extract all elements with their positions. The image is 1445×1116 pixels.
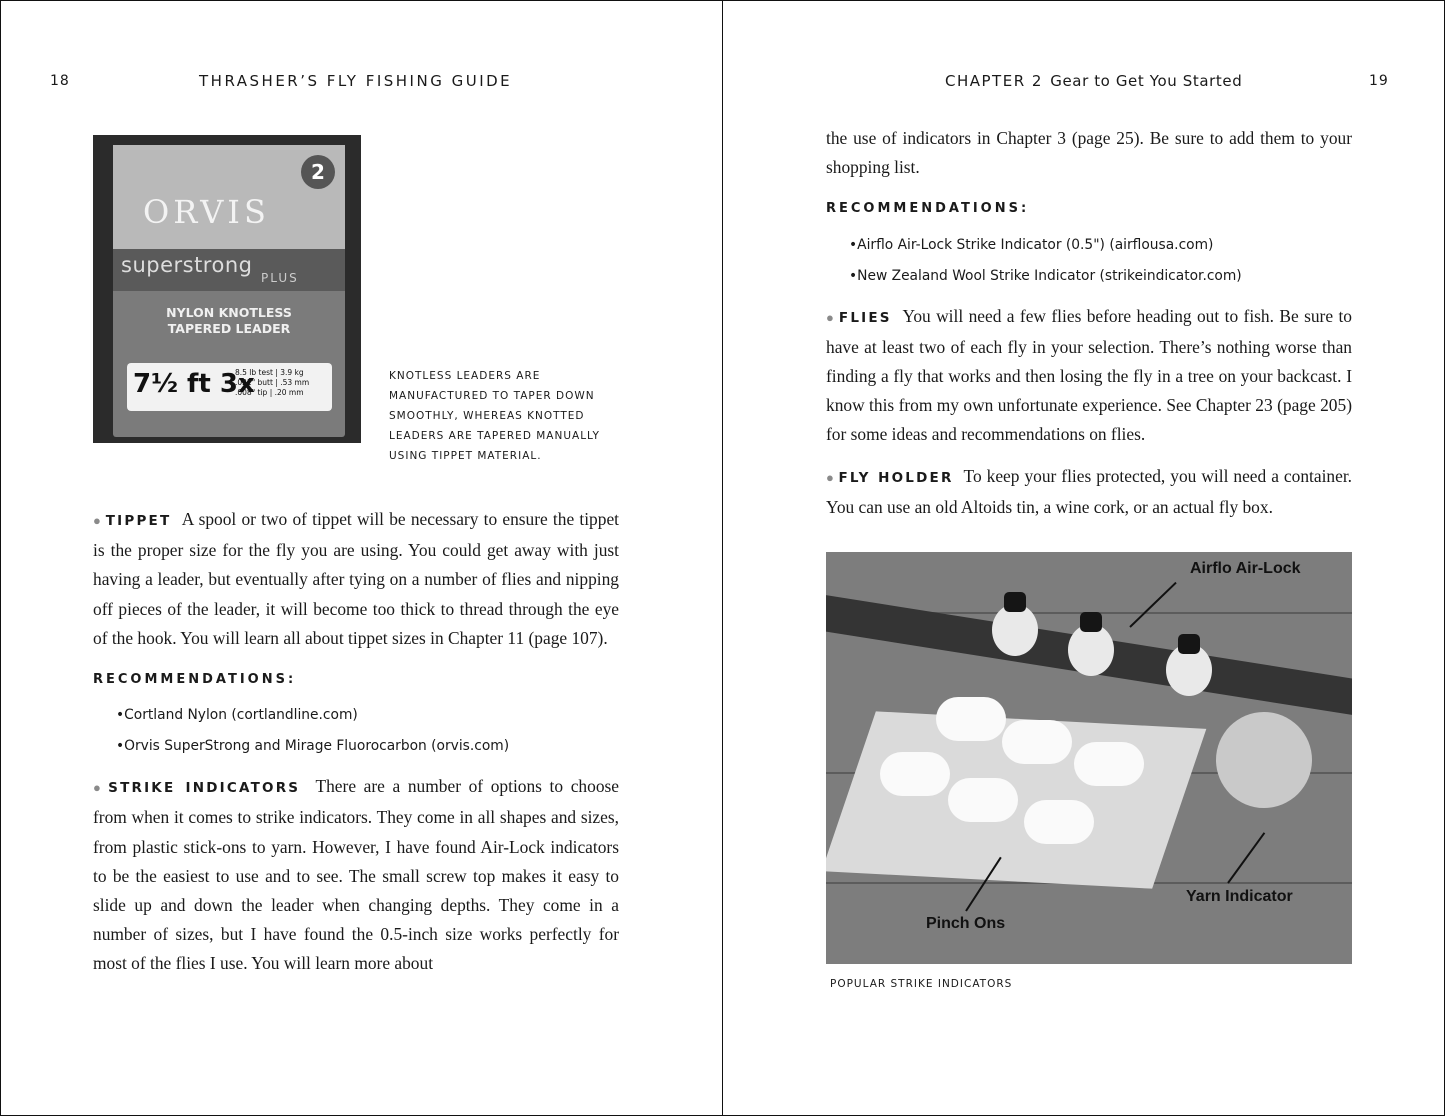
fly-holder-heading: FLY HOLDER	[838, 469, 954, 486]
flies-section	[826, 302, 1352, 450]
tippet-heading: TIPPET	[105, 513, 172, 529]
bullet-icon: ●	[826, 309, 835, 325]
pinch-on	[948, 778, 1018, 822]
yarn-indicator	[1216, 712, 1312, 808]
leader-photo-caption: KNOTLESS LEADERS ARE MANUFACTURED TO TAPER DOWN SMOOTHLY, WHEREAS KNOTTED LEADERS ARE TAPERED MANUALLY USING TIPPET MATERIAL.	[389, 370, 600, 462]
fly-holder-text: To keep your flies protected, you will need a container. You can use an old Altoids tin, a wine cork, or an actual fly box.	[826, 465, 1352, 517]
strike-indicators-caption: POPULAR STRIKE INDICATORS	[830, 978, 1013, 990]
list-item: • Cortland Nylon (cortlandline.com)	[116, 700, 619, 731]
running-head-right	[945, 72, 1242, 90]
tippet-recommendations-heading: RECOMMENDATIONS:	[93, 672, 297, 688]
left-page	[0, 0, 722, 1116]
leader-specs: 8.5 lb test | 3.9 kg .021" butt | .53 mm .008" tip | .20 mm	[235, 368, 310, 397]
fly-holder-section	[826, 462, 1352, 522]
strike-indicators-section	[93, 772, 619, 978]
leader-package-photo	[93, 135, 361, 443]
pinch-on	[1074, 742, 1144, 786]
yarn-arrow	[1227, 832, 1265, 883]
left-body-text	[93, 505, 619, 991]
leader-size: 7½ ft 3x	[133, 369, 255, 399]
pinch-on	[1024, 800, 1094, 844]
pinch-ons-label: Pinch Ons	[926, 915, 1006, 932]
running-head-left: THRASHER’S FLY FISHING GUIDE	[199, 72, 513, 90]
tippet-text: A spool or two of tippet will be necessary to ensure the tippet is the proper size for the fly you are using. You could get away with just having a leader, but eventually after tying on a number of flies and nipping off pieces of the leader, it will become too thick to thread through the eye of the hook. You will learn all about tippet sizes in Chapter 11 (page 107).	[93, 509, 619, 648]
bullet-icon: ●	[93, 780, 105, 796]
page-number-right: 19	[1369, 73, 1389, 89]
airlock-arrow	[1129, 582, 1176, 628]
two-pack-badge: 2	[301, 155, 335, 189]
orvis-logo: ORVIS	[143, 193, 270, 231]
strike-indicators-photo	[826, 552, 1352, 964]
leader-type: NYLON KNOTLESS TAPERED LEADER	[166, 305, 292, 336]
airlock-label: Airflo Air-Lock	[1190, 560, 1301, 577]
list-item: • Airflo Air-Lock Strike Indicator (0.5") (airflousa.com)	[849, 230, 1352, 261]
indicator-recommendations-heading: RECOMMENDATIONS:	[826, 201, 1030, 217]
product-name: superstrong	[121, 253, 253, 277]
pinch-on	[880, 752, 950, 796]
running-head-chapter: CHAPTER 2	[945, 72, 1043, 90]
yarn-label: Yarn Indicator	[1186, 888, 1293, 905]
pinch-on	[1002, 720, 1072, 764]
product-sub: PLUS	[261, 271, 299, 285]
running-head-title: Gear to Get You Started	[1050, 72, 1243, 90]
list-item: • New Zealand Wool Strike Indicator (strikeindicator.com)	[849, 261, 1352, 292]
bullet-icon: ●	[826, 469, 835, 485]
right-body-text	[826, 124, 1352, 534]
tippet-section	[93, 505, 619, 653]
bullet-icon: ●	[93, 513, 102, 528]
size-label	[127, 363, 332, 411]
page-number-left: 18	[50, 73, 70, 89]
continued-text: the use of indicators in Chapter 3 (page 25). Be sure to add them to your shopping list.	[826, 128, 1352, 178]
flies-text: You will need a few flies before heading out to fish. Be sure to have at least two of each fly in your selection. There’s nothing worse than finding a fly that works and then losing the fly in a tree on your backcast. I know this from my own unfortunate experience. See Chapter 23 (page 205) for some ideas and recommendations on flies.	[826, 305, 1352, 445]
indicator-recommendations-list	[826, 230, 1352, 292]
strike-indicators-heading: STRIKE INDICATORS	[108, 780, 301, 797]
strike-indicators-text: There are a number of options to choose from when it comes to strike indicators. They come in all shapes and sizes, from plastic stick-ons to yarn. However, I have found Air-Lock indicators to be the easiest to use and to see. The small screw top makes it easy to slide up and down the leader when changing depths. They come in a number of sizes, but I have found the 0.5-inch size works perfectly for most of the flies I use. You will learn more about	[93, 776, 620, 974]
list-item: • Orvis SuperStrong and Mirage Fluorocarbon (orvis.com)	[116, 731, 619, 762]
tippet-recommendations-list	[93, 700, 619, 762]
orvis-package	[113, 145, 345, 437]
pinch-on	[936, 697, 1006, 741]
flies-heading: FLIES	[838, 309, 892, 326]
